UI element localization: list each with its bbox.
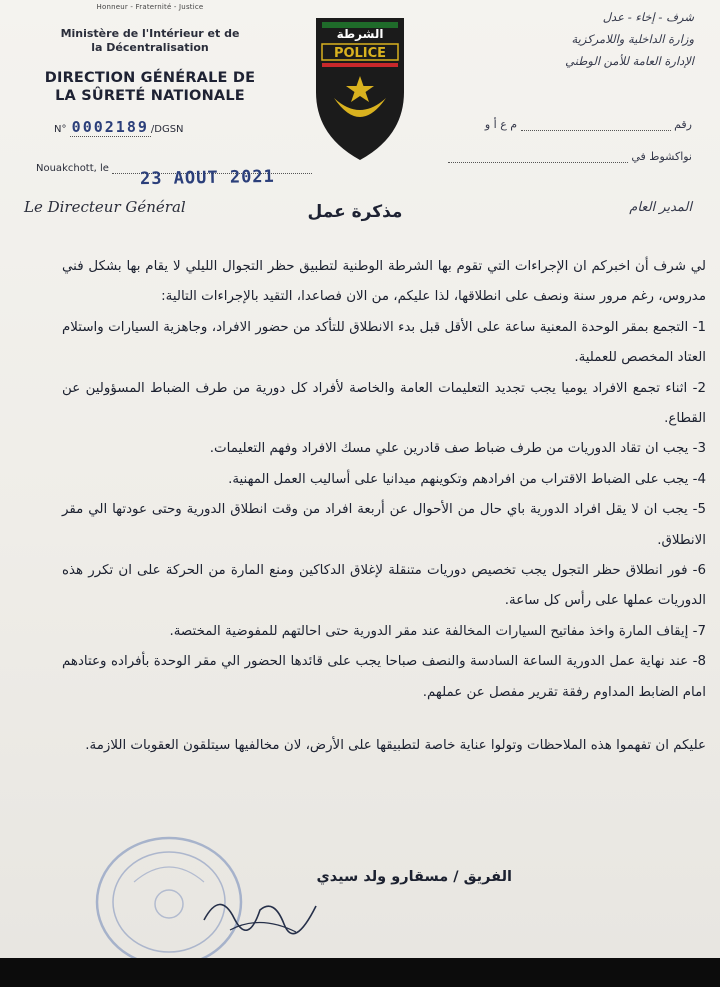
document-title: مذكرة عمل bbox=[307, 202, 403, 222]
place-label: Nouakchott, le bbox=[36, 163, 109, 174]
number-prefix: N° bbox=[54, 124, 67, 135]
date-stamp: 23 AOUT 2021 bbox=[139, 166, 275, 190]
list-item: 6- فور انطلاق حظر التجول يجب تخصيص دوريات متنقلة لإغلاق الدكاكين ومنع المارة من الحركة على ان تكرر هذه الدوريات عملها على رأس كل ساعة. bbox=[62, 563, 706, 609]
ref-label-ar: رقم bbox=[674, 118, 692, 131]
directorate-ar: الإدارة العامة للأمن الوطني bbox=[565, 54, 694, 68]
header-french bbox=[20, 0, 280, 105]
document-body bbox=[62, 252, 706, 759]
reference-row-ar bbox=[485, 118, 692, 131]
intro-paragraph: لي شرف أن اخبركم ان الإجراءات التي تقوم بها الشرطة الوطنية لتطبيق حظر التجوال الليلي لا يقام بها بشكل فني مدروس، رغم مرور سنة ونصف على انطلاقها، لذا عليكم، من الان فصاعدا، التقيد بالإجراءات التالية: bbox=[62, 259, 706, 305]
ref-dotted-line bbox=[521, 130, 671, 131]
ministry-line-1: Ministère de l'Intérieur et de bbox=[60, 27, 240, 40]
closing-paragraph: عليكم ان تفهموا هذه الملاحظات وتولوا عناية خاصة لتطبيقها على الأرض، لان مخالفيها سيتلقون العقوبات اللازمة. bbox=[85, 738, 706, 754]
emblem-latin-label: POLICE bbox=[333, 46, 387, 61]
signatory-name: الفريق / مسقارو ولد سيدي bbox=[316, 869, 512, 885]
emblem-arabic-label: الشرطة bbox=[336, 27, 384, 41]
ref-value-ar: م ع أ و bbox=[484, 118, 518, 131]
list-item: 7- إيقاف المارة واخذ مفاتيح السيارات المخالفة عند مقر الدورية حتى احالتهم للمفوضية المختصة. bbox=[169, 623, 706, 639]
header-arabic bbox=[454, 6, 694, 72]
place-label-ar: نواكشوط في bbox=[631, 150, 692, 163]
ministry-line-2: la Décentralisation bbox=[91, 41, 209, 54]
motto-ar: شرف - إخاء - عدل bbox=[602, 10, 694, 24]
list-item: 2- اثناء تجمع الافراد يوميا يجب تجديد التعليمات العامة والخاصة لأفراد كل دورية من طرف الضباط المسؤولين عن القطاع. bbox=[62, 380, 706, 427]
handwritten-signature-icon bbox=[200, 880, 320, 940]
list-item: 3- يجب ان تقاد الدوريات من طرف ضباط صف قادرين علي مسك الافراد وفهم التعليمات. bbox=[209, 441, 706, 457]
directorate-name bbox=[20, 69, 280, 105]
directorate-line-1: DIRECTION GÉNÉRALE DE bbox=[44, 70, 256, 86]
list-item: 4- يجب على الضباط الاقتراب من افرادهم وتكوينهم ميدانيا على أساليب العمل المهنية. bbox=[228, 471, 706, 487]
list-item: 1- التجمع بمقر الوحدة المعنية ساعة على الأقل قبل بدء الانطلاق للتأكد من حضور الافراد، وجاهزية السيارات واستلام العتاد المخصص للعملية. bbox=[62, 319, 706, 366]
place-row-ar bbox=[448, 150, 692, 163]
place-dotted-line-ar bbox=[448, 162, 628, 163]
emblem-stripe-red bbox=[322, 63, 398, 67]
reference-number: 0002189 bbox=[71, 118, 149, 136]
bottom-black-bar bbox=[0, 958, 720, 987]
directorate-line-2: LA SÛRETÉ NATIONALE bbox=[55, 88, 245, 104]
list-item: 8- عند نهاية عمل الدورية الساعة السادسة والنصف صباحا يجب على قائدها الحضور الي مقر الوحدة بأفراده وعتادهم امام الضابط المداوم رفقة تقرير مفصل عن عملهم. bbox=[62, 654, 706, 700]
ministry-name bbox=[20, 27, 280, 55]
reference-number-row bbox=[54, 118, 184, 136]
director-label-ar: المدير العام bbox=[629, 200, 692, 215]
ministry-ar: وزارة الداخلية واللامركزية bbox=[571, 32, 694, 46]
number-suffix: /DGSN bbox=[150, 124, 184, 135]
motto-fr: Honneur - Fraternité - Justice bbox=[96, 3, 204, 11]
police-emblem-icon bbox=[312, 14, 408, 164]
list-item: 5- يجب ان لا يقل افراد الدورية باي حال من الأحوال عن أربعة افراد من وقت انطلاق الدورية وحتى عودتها الي مقر الانطلاق. bbox=[62, 502, 706, 548]
director-label-fr: Le Directeur Général bbox=[24, 198, 186, 216]
